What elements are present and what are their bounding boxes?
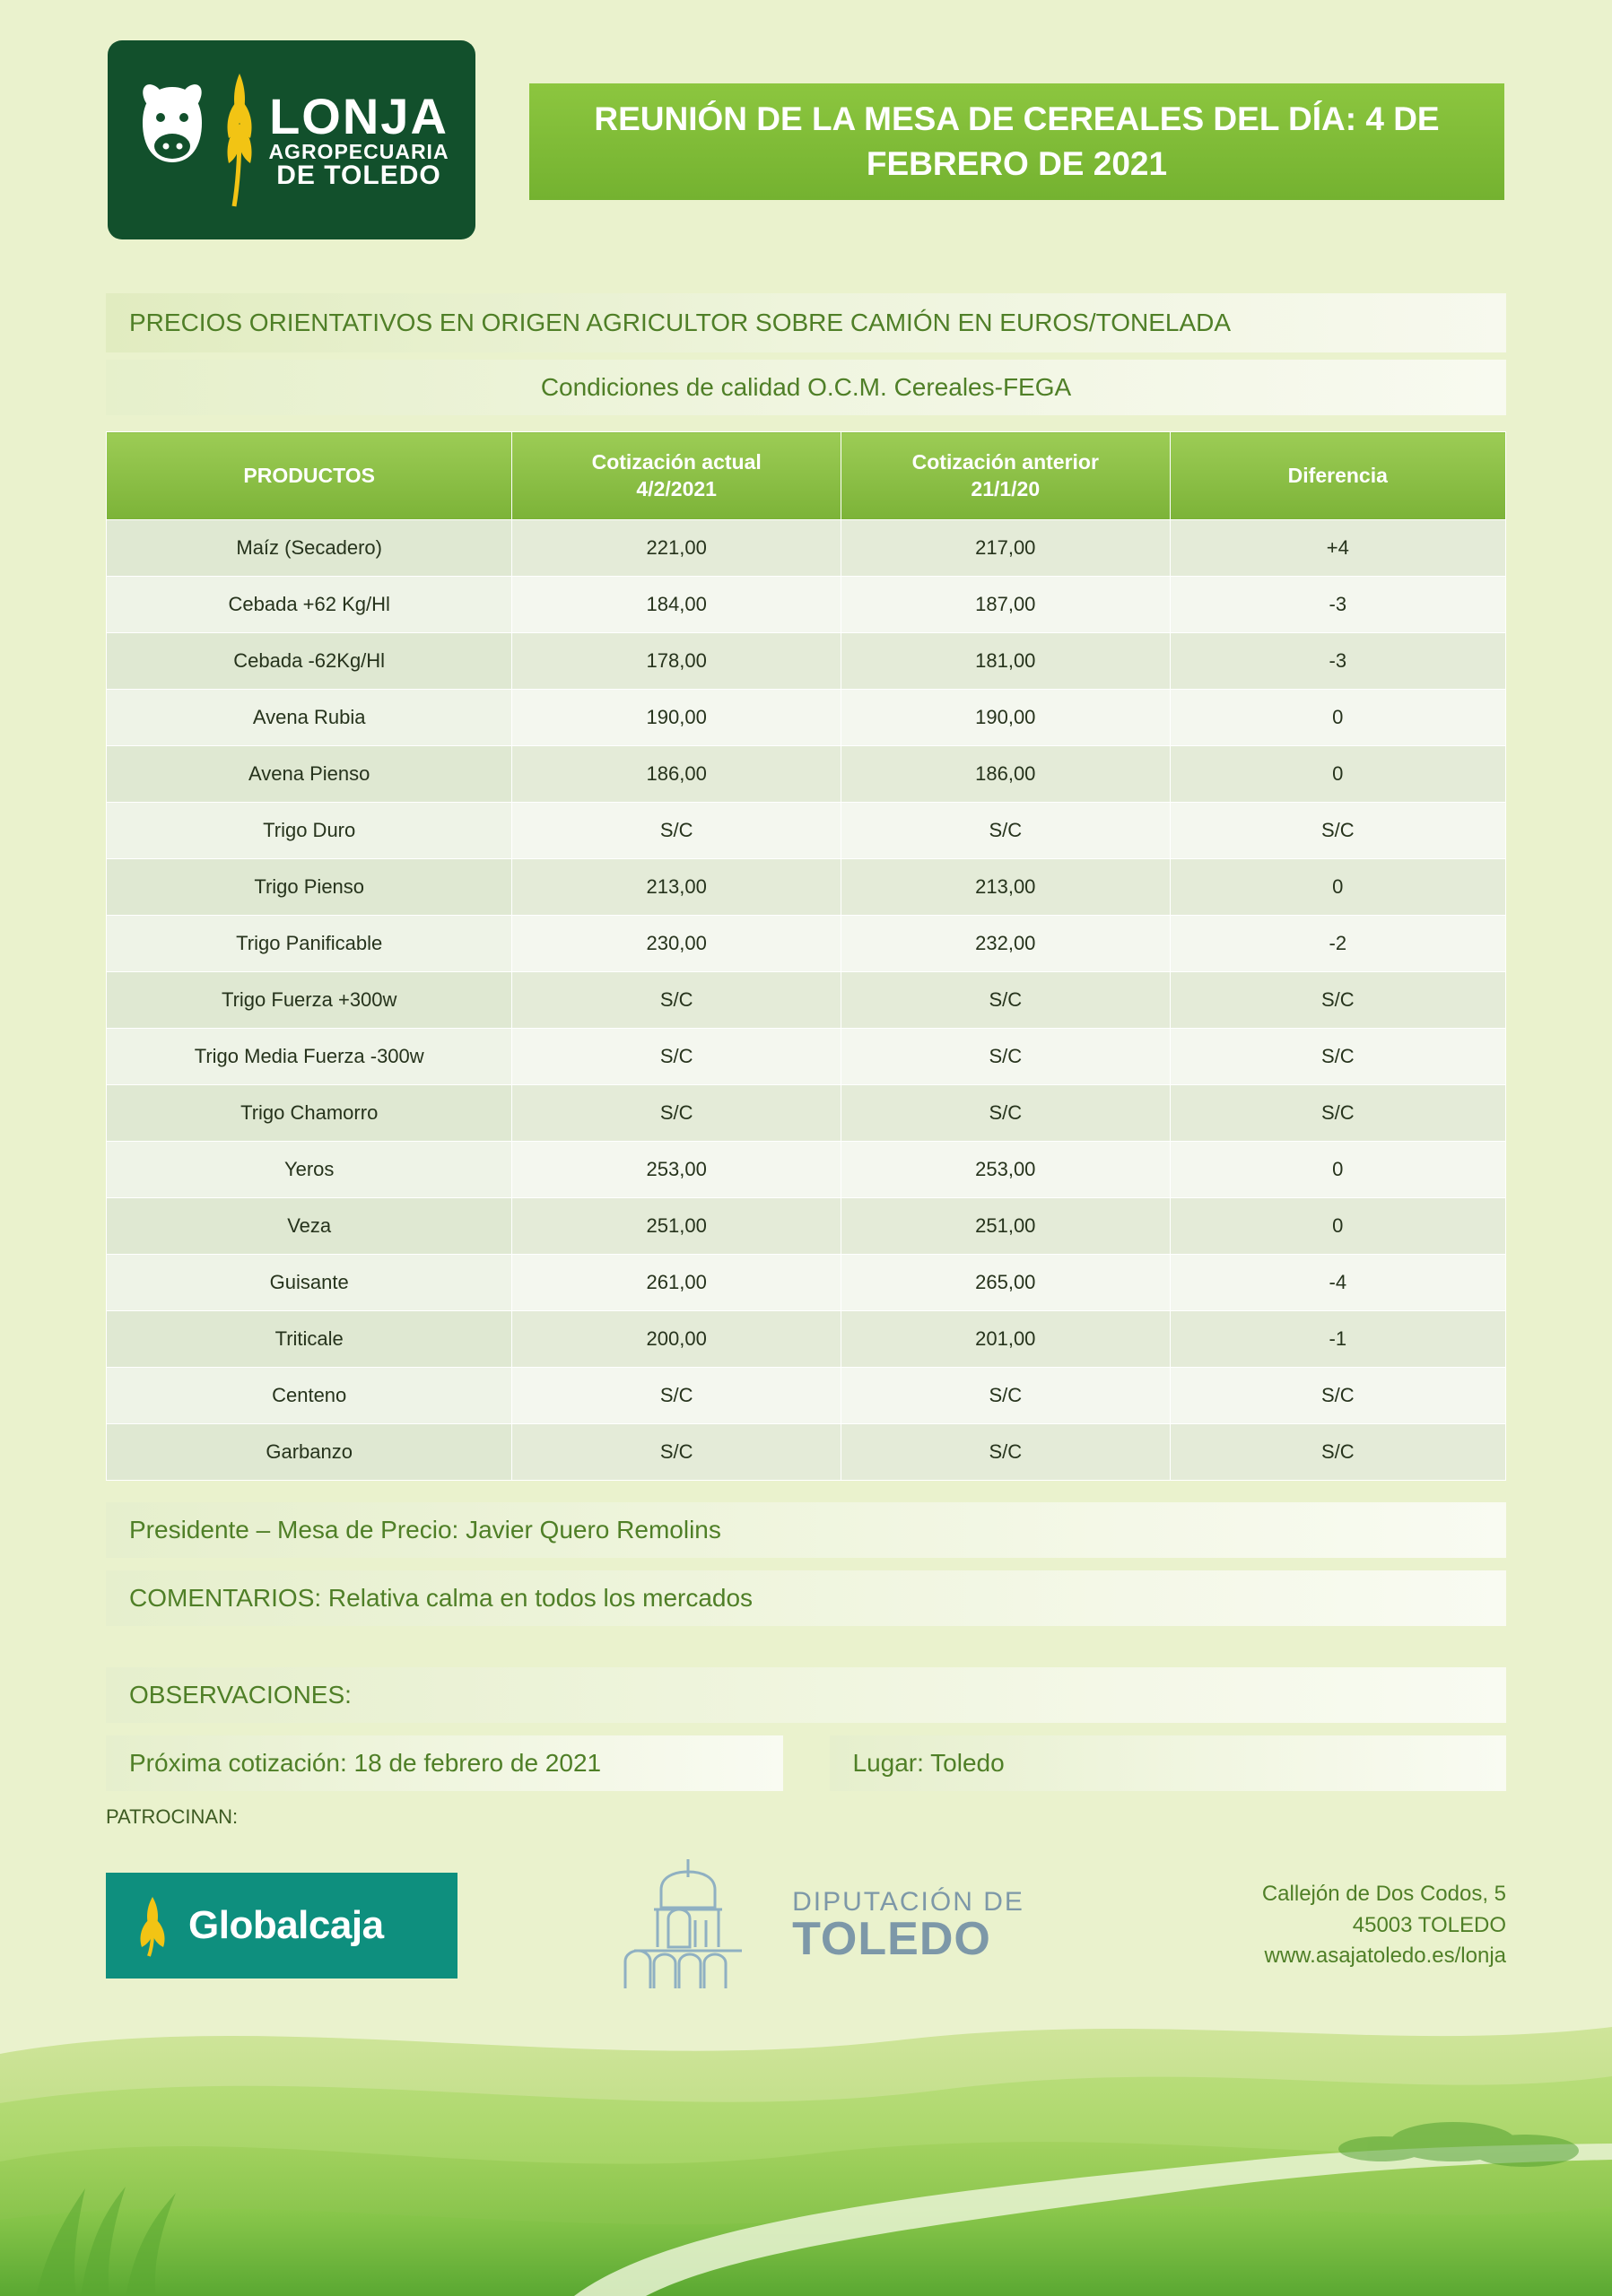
- cell-cotizacion-actual: 261,00: [512, 1255, 841, 1311]
- column-header-actual-line1: Cotización actual: [591, 449, 762, 474]
- cell-diferencia: S/C: [1170, 1085, 1505, 1142]
- cell-cotizacion-actual: 178,00: [512, 633, 841, 690]
- cell-cotizacion-actual: 253,00: [512, 1142, 841, 1198]
- table-row: [107, 916, 1506, 972]
- cell-diferencia: +4: [1170, 520, 1505, 577]
- cell-cotizacion-anterior: 201,00: [841, 1311, 1170, 1368]
- address-website[interactable]: www.asajatoledo.es/lonja: [1264, 1944, 1506, 1969]
- lugar-band: Lugar: Toledo: [830, 1735, 1507, 1791]
- cell-cotizacion-anterior: 232,00: [841, 916, 1170, 972]
- sponsors-row: [106, 1845, 1506, 2006]
- cell-diferencia: -3: [1170, 633, 1505, 690]
- table-row: [107, 859, 1506, 916]
- table-row: [107, 690, 1506, 746]
- cell-diferencia: S/C: [1170, 1424, 1505, 1481]
- table-row: [107, 1085, 1506, 1142]
- cell-diferencia: 0: [1170, 1142, 1505, 1198]
- cell-cotizacion-actual: S/C: [512, 1424, 841, 1481]
- cell-cotizacion-anterior: 190,00: [841, 690, 1170, 746]
- address-line-1: Callejón de Dos Codos, 5: [1261, 1881, 1506, 1906]
- cell-cotizacion-anterior: 186,00: [841, 746, 1170, 803]
- page-title: REUNIÓN DE LA MESA DE CEREALES DEL DÍA: 4 DE FEBRERO DE 2021: [529, 83, 1504, 200]
- cell-diferencia: 0: [1170, 746, 1505, 803]
- cell-producto: Trigo Pienso: [107, 859, 512, 916]
- cow-head-icon: [134, 73, 211, 207]
- table-row: [107, 1198, 1506, 1255]
- table-row: [107, 1029, 1506, 1085]
- diputacion-line1: DIPUTACIÓN DE: [792, 1887, 1024, 1917]
- cell-diferencia: -4: [1170, 1255, 1505, 1311]
- diputacion-monument-icon: [598, 1854, 778, 1997]
- logo-sub1-text: AGROPECUARIA: [268, 139, 449, 163]
- globalcaja-wheat-icon: [127, 1893, 178, 1958]
- globalcaja-text: Globalcaja: [188, 1903, 384, 1947]
- wheat-icon: [216, 68, 263, 212]
- cell-producto: Cebada -62Kg/Hl: [107, 633, 512, 690]
- contact-address: [1165, 1879, 1506, 1972]
- observaciones-band: OBSERVACIONES:: [106, 1667, 1506, 1723]
- cell-cotizacion-anterior: 217,00: [841, 520, 1170, 577]
- table-row: [107, 1368, 1506, 1424]
- cell-producto: Trigo Panificable: [107, 916, 512, 972]
- cell-diferencia: -2: [1170, 916, 1505, 972]
- cell-cotizacion-anterior: S/C: [841, 972, 1170, 1029]
- presidente-band: Presidente – Mesa de Precio: Javier Quero Remolins: [106, 1502, 1506, 1558]
- cell-cotizacion-actual: 186,00: [512, 746, 841, 803]
- cell-cotizacion-actual: 213,00: [512, 859, 841, 916]
- cell-producto: Veza: [107, 1198, 512, 1255]
- logo-sub2-text: DE TOLEDO: [276, 160, 441, 190]
- column-header-anterior-line2: 21/1/20: [971, 476, 1041, 500]
- cell-producto: Triticale: [107, 1311, 512, 1368]
- cell-producto: Trigo Chamorro: [107, 1085, 512, 1142]
- cell-cotizacion-actual: S/C: [512, 1368, 841, 1424]
- table-row: [107, 1255, 1506, 1311]
- cell-cotizacion-actual: 184,00: [512, 577, 841, 633]
- cell-cotizacion-anterior: 181,00: [841, 633, 1170, 690]
- column-header-cotizacion-actual: [512, 432, 841, 520]
- cell-cotizacion-anterior: 265,00: [841, 1255, 1170, 1311]
- cell-cotizacion-actual: 221,00: [512, 520, 841, 577]
- cell-diferencia: 0: [1170, 690, 1505, 746]
- cell-producto: Centeno: [107, 1368, 512, 1424]
- comentarios-band: COMENTARIOS: Relativa calma en todos los mercados: [106, 1570, 1506, 1626]
- cell-producto: Trigo Media Fuerza -300w: [107, 1029, 512, 1085]
- prices-table: [106, 431, 1506, 1481]
- table-row: [107, 1311, 1506, 1368]
- cell-producto: Avena Rubia: [107, 690, 512, 746]
- logo-main-text: LONJA: [269, 87, 449, 144]
- cell-cotizacion-actual: S/C: [512, 803, 841, 859]
- cell-cotizacion-actual: S/C: [512, 972, 841, 1029]
- column-header-anterior-line1: Cotización anterior: [911, 449, 1099, 474]
- table-row: [107, 1142, 1506, 1198]
- lonja-logo: [108, 40, 475, 239]
- cell-diferencia: -1: [1170, 1311, 1505, 1368]
- globalcaja-logo: [106, 1873, 457, 1979]
- cell-diferencia: 0: [1170, 859, 1505, 916]
- cell-producto: Trigo Duro: [107, 803, 512, 859]
- cell-producto: Avena Pienso: [107, 746, 512, 803]
- cell-cotizacion-anterior: S/C: [841, 1424, 1170, 1481]
- precios-band: PRECIOS ORIENTATIVOS EN ORIGEN AGRICULTOR SOBRE CAMIÓN EN EUROS/TONELADA: [106, 293, 1506, 352]
- table-row: [107, 803, 1506, 859]
- table-row: [107, 520, 1506, 577]
- cell-producto: Cebada +62 Kg/Hl: [107, 577, 512, 633]
- cell-cotizacion-anterior: S/C: [841, 1085, 1170, 1142]
- cell-cotizacion-actual: S/C: [512, 1029, 841, 1085]
- cell-diferencia: 0: [1170, 1198, 1505, 1255]
- cell-cotizacion-anterior: 253,00: [841, 1142, 1170, 1198]
- address-line-2: 45003 TOLEDO: [1352, 1912, 1506, 1937]
- column-header-cotizacion-anterior: [841, 432, 1170, 520]
- cell-producto: Trigo Fuerza +300w: [107, 972, 512, 1029]
- table-row: [107, 746, 1506, 803]
- cell-cotizacion-anterior: 187,00: [841, 577, 1170, 633]
- cell-producto: Guisante: [107, 1255, 512, 1311]
- column-header-actual-line2: 4/2/2021: [636, 476, 717, 500]
- cell-diferencia: S/C: [1170, 1029, 1505, 1085]
- cell-cotizacion-actual: 200,00: [512, 1311, 841, 1368]
- table-row: [107, 577, 1506, 633]
- cell-diferencia: -3: [1170, 577, 1505, 633]
- cell-cotizacion-anterior: 251,00: [841, 1198, 1170, 1255]
- table-row: [107, 972, 1506, 1029]
- table-row: [107, 1424, 1506, 1481]
- cell-diferencia: S/C: [1170, 1368, 1505, 1424]
- condiciones-band: Condiciones de calidad O.C.M. Cereales-FEGA: [106, 360, 1506, 415]
- footer-info-row: [106, 1735, 1506, 1791]
- patrocinan-label: PATROCINAN:: [106, 1805, 239, 1828]
- proxima-cotizacion-band: Próxima cotización: 18 de febrero de 2021: [106, 1735, 783, 1791]
- cell-cotizacion-anterior: 213,00: [841, 859, 1170, 916]
- cell-diferencia: S/C: [1170, 803, 1505, 859]
- table-header-row: [107, 432, 1506, 520]
- cell-producto: Garbanzo: [107, 1424, 512, 1481]
- cell-cotizacion-actual: S/C: [512, 1085, 841, 1142]
- cell-cotizacion-anterior: S/C: [841, 1029, 1170, 1085]
- cell-producto: Maíz (Secadero): [107, 520, 512, 577]
- diputacion-logo: [457, 1854, 1165, 1997]
- cell-producto: Yeros: [107, 1142, 512, 1198]
- cell-cotizacion-anterior: S/C: [841, 803, 1170, 859]
- page-header: [0, 0, 1612, 239]
- cell-cotizacion-actual: 190,00: [512, 690, 841, 746]
- cell-diferencia: S/C: [1170, 972, 1505, 1029]
- column-header-diferencia: Diferencia: [1170, 432, 1505, 520]
- cell-cotizacion-actual: 251,00: [512, 1198, 841, 1255]
- diputacion-line2: TOLEDO: [792, 1913, 991, 1965]
- table-row: [107, 633, 1506, 690]
- column-header-productos: PRODUCTOS: [107, 432, 512, 520]
- cell-cotizacion-anterior: S/C: [841, 1368, 1170, 1424]
- cell-cotizacion-actual: 230,00: [512, 916, 841, 972]
